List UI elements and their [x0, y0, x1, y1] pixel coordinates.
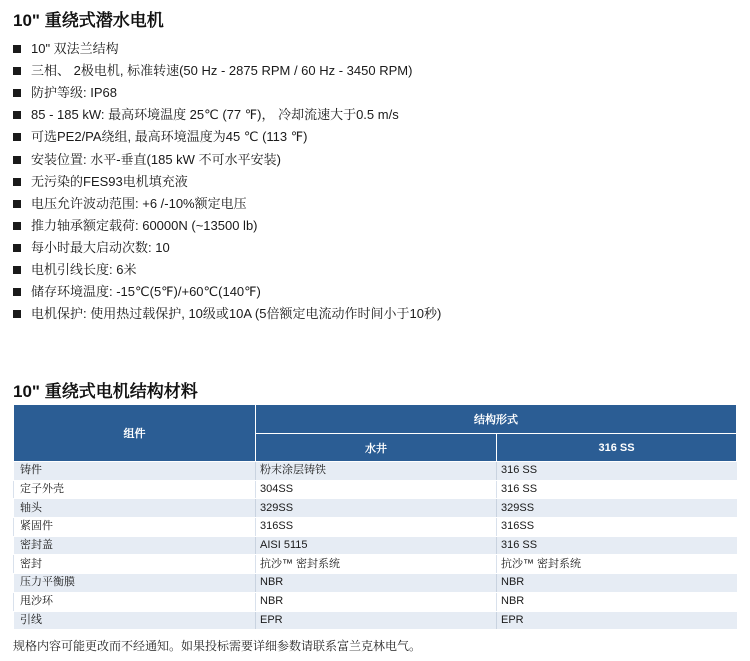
- ss316-cell: 316 SS: [497, 462, 737, 481]
- square-bullet-icon: [13, 67, 21, 75]
- feature-item: [13, 126, 441, 148]
- square-bullet-icon: [13, 45, 21, 53]
- feature-text: 电机保护: 使用热过载保护, 10级或10A (5倍额定电流动作时间小于10秒): [31, 306, 442, 322]
- ss316-cell: 抗沙™ 密封系统: [497, 555, 737, 574]
- materials-table: [13, 404, 737, 630]
- ss316-cell: NBR: [497, 574, 737, 593]
- materials-title: 10" 重绕式电机结构材料: [13, 382, 198, 401]
- ss316-cell: 316SS: [497, 518, 737, 537]
- feature-item: [13, 193, 441, 215]
- component-cell: 定子外壳: [14, 480, 256, 499]
- water-well-cell: 抗沙™ 密封系统: [256, 555, 497, 574]
- component-cell: 铸件: [14, 462, 256, 481]
- feature-text: 储存环境温度: -15℃(5℉)/+60℃(140℉): [31, 284, 261, 300]
- feature-item: [13, 148, 441, 170]
- feature-text: 防护等级: IP68: [31, 85, 117, 101]
- header-component: 组件: [14, 405, 256, 462]
- table-row: [14, 555, 737, 574]
- table-row: [14, 592, 737, 611]
- table-row: [14, 611, 737, 630]
- feature-item: [13, 259, 441, 281]
- square-bullet-icon: [13, 178, 21, 186]
- header-316ss: 316 SS: [497, 434, 737, 462]
- feature-item: [13, 281, 441, 303]
- feature-text: 10" 双法兰结构: [31, 41, 119, 57]
- square-bullet-icon: [13, 111, 21, 119]
- square-bullet-icon: [13, 222, 21, 230]
- table-row: [14, 518, 737, 537]
- square-bullet-icon: [13, 288, 21, 296]
- feature-item: [13, 237, 441, 259]
- water-well-cell: AISI 5115: [256, 536, 497, 555]
- water-well-cell: 粉末涂层铸铁: [256, 462, 497, 481]
- water-well-cell: NBR: [256, 592, 497, 611]
- feature-text: 电压允许波动范围: +6 /-10%额定电压: [31, 195, 247, 211]
- feature-list: [13, 38, 441, 325]
- table-row: [14, 574, 737, 593]
- square-bullet-icon: [13, 133, 21, 141]
- component-cell: 密封: [14, 555, 256, 574]
- component-cell: 紧固件: [14, 518, 256, 537]
- square-bullet-icon: [13, 266, 21, 274]
- component-cell: 压力平衡膜: [14, 574, 256, 593]
- feature-item: [13, 104, 441, 126]
- header-construction-type: 结构形式: [256, 405, 737, 434]
- table-row: [14, 536, 737, 555]
- feature-text: 可选PE2/PA绕组, 最高环境温度为45 ℃ (113 ℉): [31, 129, 308, 145]
- feature-item: [13, 215, 441, 237]
- square-bullet-icon: [13, 89, 21, 97]
- feature-text: 每小时最大启动次数: 10: [31, 239, 170, 255]
- ss316-cell: EPR: [497, 611, 737, 630]
- feature-item: [13, 303, 441, 325]
- water-well-cell: 329SS: [256, 499, 497, 518]
- ss316-cell: 316 SS: [497, 536, 737, 555]
- square-bullet-icon: [13, 200, 21, 208]
- water-well-cell: 316SS: [256, 518, 497, 537]
- ss316-cell: 316 SS: [497, 480, 737, 499]
- table-row: [14, 462, 737, 481]
- component-cell: 引线: [14, 611, 256, 630]
- table-row: [14, 480, 737, 499]
- feature-item: [13, 38, 441, 60]
- feature-text: 无污染的FES93电机填充液: [31, 173, 188, 189]
- table-row: [14, 499, 737, 518]
- square-bullet-icon: [13, 310, 21, 318]
- component-cell: 密封盖: [14, 536, 256, 555]
- feature-text: 推力轴承额定载荷: 60000N (~13500 lb): [31, 217, 258, 233]
- feature-item: [13, 82, 441, 104]
- feature-text: 电机引线长度: 6米: [31, 261, 137, 277]
- ss316-cell: 329SS: [497, 499, 737, 518]
- square-bullet-icon: [13, 244, 21, 252]
- square-bullet-icon: [13, 156, 21, 164]
- feature-text: 三相、 2极电机, 标准转速(50 Hz - 2875 RPM / 60 Hz - 3450 RPM): [31, 63, 413, 79]
- feature-item: [13, 171, 441, 193]
- footnote: 规格内容可能更改而不经通知。如果投标需要详细参数请联系富兰克林电气。: [13, 639, 422, 653]
- water-well-cell: 304SS: [256, 480, 497, 499]
- component-cell: 轴头: [14, 499, 256, 518]
- feature-text: 85 - 185 kW: 最高环境温度 25℃ (77 ℉)， 冷却流速大于0.5 m/s: [31, 107, 399, 123]
- water-well-cell: NBR: [256, 574, 497, 593]
- feature-item: [13, 60, 441, 82]
- water-well-cell: EPR: [256, 611, 497, 630]
- component-cell: 甩沙环: [14, 592, 256, 611]
- motor-title: 10" 重绕式潜水电机: [13, 11, 164, 30]
- feature-text: 安装位置: 水平-垂直(185 kW 不可水平安装): [31, 151, 281, 167]
- ss316-cell: NBR: [497, 592, 737, 611]
- header-water-well: 水井: [256, 434, 497, 462]
